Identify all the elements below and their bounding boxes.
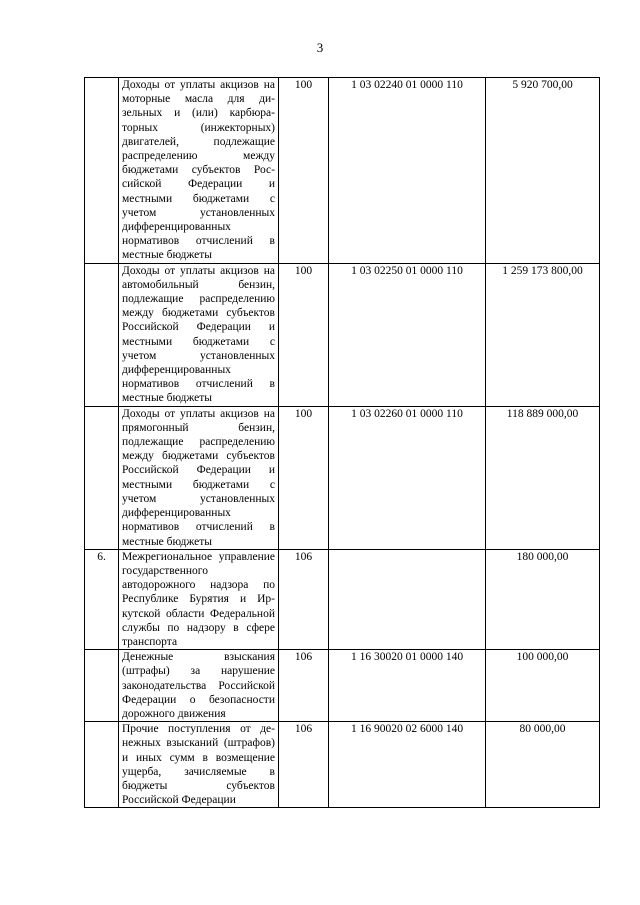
revenue-name-cell: Межрегиональное управление государственного автодорожного надзора по Республике Бурятия и Иркутской области Федеральной службы по надзору в сфере транспорта <box>119 549 279 649</box>
admin-code-cell: 106 <box>279 722 329 808</box>
amount-cell: 180 000,00 <box>486 549 600 649</box>
table-row <box>85 549 600 649</box>
kbk-code-cell: 1 03 02240 01 0000 110 <box>329 78 486 264</box>
page-number: 3 <box>316 40 324 55</box>
admin-code-cell: 100 <box>279 78 329 264</box>
row-number-cell <box>85 722 119 808</box>
kbk-code-cell: 1 16 90020 02 6000 140 <box>329 722 486 808</box>
kbk-code-cell: 1 16 30020 01 0000 140 <box>329 650 486 722</box>
table-row <box>85 650 600 722</box>
row-number-cell <box>85 650 119 722</box>
table-row <box>85 722 600 808</box>
row-number-cell: 6. <box>85 549 119 649</box>
revenue-name-cell: Денежные взыскания (штрафы) за нарушение законодательства Российской Федерации о безопасности дорожного движения <box>119 650 279 722</box>
revenue-name-cell: Прочие поступления от денежных взысканий (штрафов) и иных сумм в возмещение ущерба, зачисляемые в бюджеты субъектов Российской Федерации <box>119 722 279 808</box>
kbk-code-cell: 1 03 02250 01 0000 110 <box>329 263 486 406</box>
admin-code-cell: 100 <box>279 406 329 549</box>
amount-cell: 100 000,00 <box>486 650 600 722</box>
amount-cell: 1 259 173 800,00 <box>486 263 600 406</box>
admin-code-cell: 106 <box>279 549 329 649</box>
amount-cell: 118 889 000,00 <box>486 406 600 549</box>
table-row <box>85 78 600 264</box>
table-row <box>85 263 600 406</box>
row-number-cell <box>85 263 119 406</box>
amount-cell: 80 000,00 <box>486 722 600 808</box>
revenue-table <box>84 77 600 808</box>
kbk-code-cell <box>329 549 486 649</box>
admin-code-cell: 100 <box>279 263 329 406</box>
revenue-name-cell: Доходы от уплаты акцизов на автомобильный бензин, подлежащие распределению между бюджетами субъектов Российской Федерации и местными бюджетами с учетом установленных дифференцированных нормативов отчислений в местные бюджеты <box>119 263 279 406</box>
revenue-name-cell: Доходы от уплаты акцизов на моторные масла для дизельных и (или) карбюраторных (инжекторных) двигателей, подлежащие распределению между бюджетами субъектов Российской Федерации и местными бюджетами с учетом установленных дифференцированных нормативов отчислений в местные бюджеты <box>119 78 279 264</box>
amount-cell: 5 920 700,00 <box>486 78 600 264</box>
table-row <box>85 406 600 549</box>
row-number-cell <box>85 406 119 549</box>
revenue-name-cell: Доходы от уплаты акцизов на прямогонный бензин, подлежащие распределению между бюджетами субъектов Российской Федерации и местными бюджетами с учетом установленных дифференцированных нормативов отчислений в местные бюджеты <box>119 406 279 549</box>
kbk-code-cell: 1 03 02260 01 0000 110 <box>329 406 486 549</box>
row-number-cell <box>85 78 119 264</box>
admin-code-cell: 106 <box>279 650 329 722</box>
